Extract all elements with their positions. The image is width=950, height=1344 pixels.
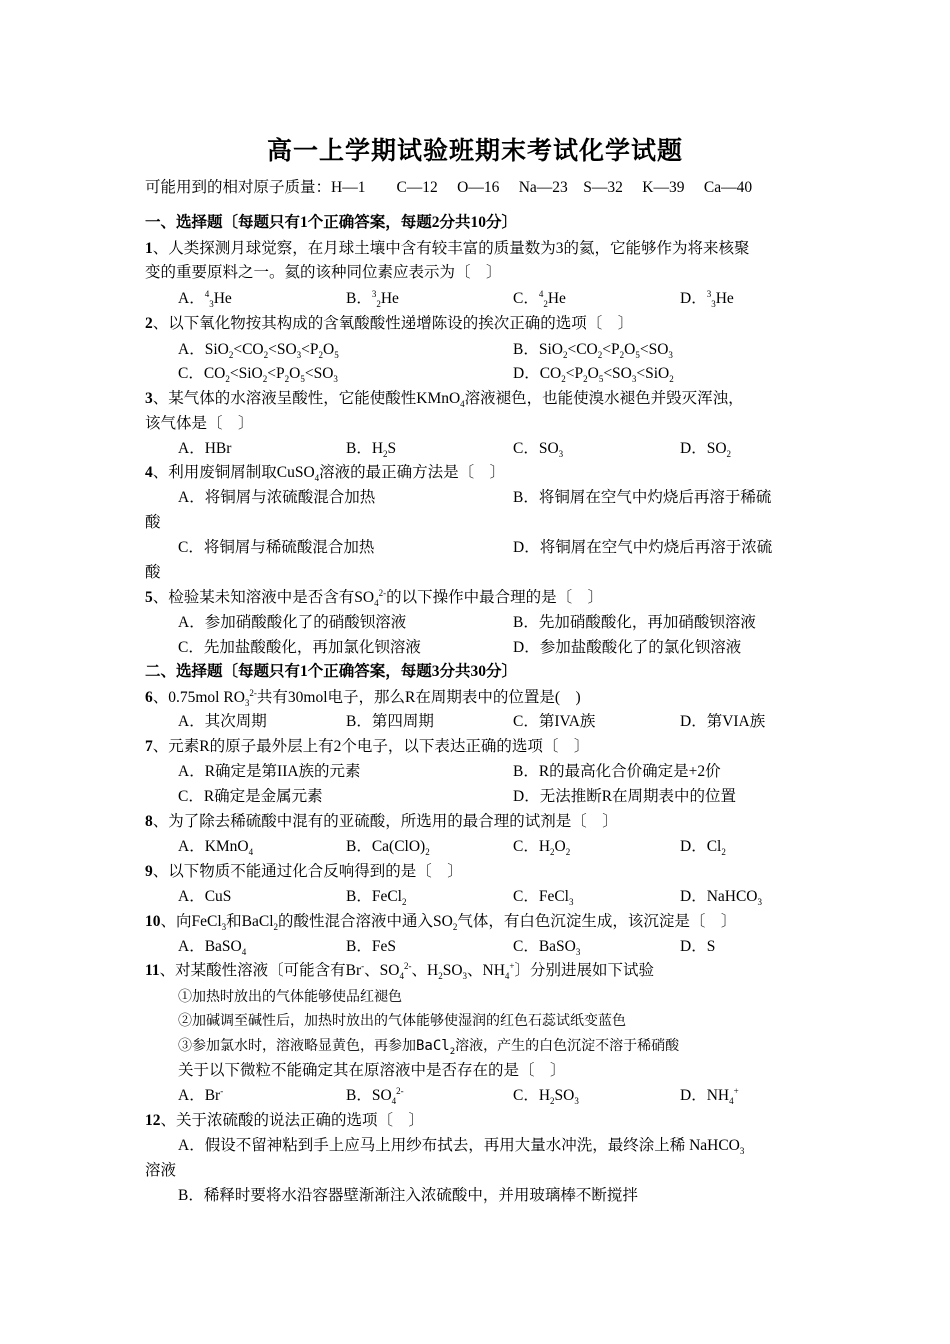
q2-option-b: B．$SiO_2<CO_2<P_2O_5<SO_3$ <box>513 341 673 361</box>
question-2-stem: 2、以下氧化物按其构成的含氧酸酸性递增陈设的挨次正确的选项〔 〕 <box>145 315 634 332</box>
q1-option-a: A．$^4_3$He <box>178 288 232 310</box>
q3-option-d: D．$SO_2$ <box>680 440 732 460</box>
q4-option-a: A．将铜屑与浓硫酸混合加热 <box>178 489 376 506</box>
section-heading-2: 二、选择题〔每题只有1个正确答案，每题3分共30分〕 <box>145 663 518 680</box>
q10-option-b: B．FeS <box>346 938 396 955</box>
q3-option-a: A．HBr <box>178 440 232 457</box>
q11-option-c: C．$H_2SO_3$ <box>513 1087 579 1107</box>
q8-option-b: B．$Ca(ClO)_2$ <box>346 838 430 858</box>
q6-option-b: B．第四周期 <box>346 713 434 730</box>
q2-option-c: C．$CO_2<SiO_2<P_2O_5<SO_3$ <box>178 365 338 385</box>
q2-option-a: A．$SiO_2<CO_2<SO_3<P_2O_5$ <box>178 341 339 361</box>
q5-option-a: A．参加硝酸酸化了的硝酸钡溶液 <box>178 614 407 631</box>
q5-option-d: D．参加盐酸酸化了的氯化钡溶液 <box>513 639 742 656</box>
question-12-stem: 12、关于浓硫酸的说法正确的选项〔 〕 <box>145 1112 425 1129</box>
q11-step-2: ②加碱调至碱性后，加热时放出的气体能够使湿润的红色石蕊试纸变蓝色 <box>178 1013 626 1029</box>
section-heading-1: 一、选择题〔每题只有1个正确答案，每题2分共10分〕 <box>145 214 518 231</box>
q9-option-d: D．NaHCO$_3$ <box>680 888 762 908</box>
q3-option-b: B．$H_2S$ <box>346 440 397 460</box>
q5-option-b: B．先加硝酸酸化，再加硝酸钡溶液 <box>513 614 756 631</box>
q6-option-c: C．第IVA族 <box>513 713 596 730</box>
q12-option-a-cont: 溶液 <box>145 1162 177 1179</box>
question-7-stem: 7、元素R的原子最外层上有2个电子，以下表达正确的选项〔 〕 <box>145 738 590 755</box>
question-1-stem-cont: 变的重要原料之一。氦的该种同位素应表示为〔 〕 <box>145 264 502 281</box>
q3-option-c: C．$SO_3$ <box>513 440 564 460</box>
question-1-stem: 1、人类探测月球觉察，在月球土壤中含有较丰富的质量数为3的氦，它能够作为将来核聚 <box>145 240 750 257</box>
q11-option-d: D．$NH_4^+$ <box>680 1085 739 1107</box>
q4-option-d-cont: 酸 <box>145 564 161 581</box>
q7-option-a: A．R确定是第IIA族的元素 <box>178 763 361 780</box>
q12-option-b: B．稀释时要将水沿容器壁渐渐注入浓硫酸中，并用玻璃棒不断搅拌 <box>178 1187 638 1204</box>
q10-option-a: A．BaSO$_4$ <box>178 938 247 958</box>
q4-option-b: B．将铜屑在空气中灼烧后再溶于稀硫 <box>513 489 772 506</box>
q1-option-d: D．$^3_3$He <box>680 288 734 310</box>
q12-option-a: A．假设不留神粘到手上应马上用纱布拭去，再用大量水冲洗，最终涂上稀 NaHCO$_3$ <box>178 1137 745 1157</box>
q11-step-3: ③参加氯水时，溶液略显黄色，再参加BaCl$_2$溶液，产生的白色沉淀不溶于稀硝酸 <box>178 1038 680 1057</box>
q11-question: 关于以下微粒不能确定其在原溶液中是否存在的是〔 〕 <box>178 1062 566 1079</box>
q2-option-d: D．$CO_2<P_2O_5<SO_3<SiO_2$ <box>513 365 674 385</box>
q10-option-d: D．S <box>680 938 716 955</box>
page-title: 高一上学期试验班期末考试化学试题 <box>266 138 683 165</box>
q7-option-b: B．R的最高化合价确定是+2价 <box>513 763 721 780</box>
q11-option-a: A．Br- <box>178 1085 224 1104</box>
question-3-stem-cont: 该气体是〔 〕 <box>145 415 254 432</box>
question-5-stem: 5、检验某未知溶液中是否含有$SO_4^{2-}$的以下操作中最合理的是〔 〕 <box>145 587 604 609</box>
q4-option-c: C．将铜屑与稀硫酸混合加热 <box>178 539 375 556</box>
q7-option-d: D．无法推断R在周期表中的位置 <box>513 788 737 805</box>
question-8-stem: 8、为了除去稀硫酸中混有的亚硫酸，所选用的最合理的试剂是〔 〕 <box>145 813 618 830</box>
q1-option-b: B．$^3_2$He <box>346 288 399 310</box>
q5-option-c: C．先加盐酸酸化，再加氯化钡溶液 <box>178 639 421 656</box>
q6-option-d: D．第VIA族 <box>680 713 766 730</box>
q4-option-d: D．将铜屑在空气中灼烧后再溶于浓硫 <box>513 539 773 556</box>
q8-option-a: A．KMnO$_4$ <box>178 838 254 858</box>
q6-option-a: A．其次周期 <box>178 713 267 730</box>
question-number: 1 <box>145 240 153 257</box>
question-11-stem: 11、对某酸性溶液〔可能含有Br-、$SO_4^{2-}$、$H_2SO_3$、$NH_4^+$〕分别进展如下试验 <box>145 960 655 982</box>
question-9-stem: 9、以下物质不能通过化合反响得到的是〔 〕 <box>145 863 463 880</box>
q8-option-c: C．$H_2O_2$ <box>513 838 571 858</box>
q11-option-b: B．$SO_4^{2-}$ <box>346 1085 404 1107</box>
atomic-masses: 可能用到的相对原子质量：H—1 C—12 O—16 Na—23 S—32 K—39 Ca—40 <box>145 179 753 196</box>
q9-option-b: B．FeCl$_2$ <box>346 888 407 908</box>
q11-step-1: ①加热时放出的气体能够使品红褪色 <box>178 989 402 1005</box>
q4-option-b-cont: 酸 <box>145 514 161 531</box>
q10-option-c: C．BaSO$_3$ <box>513 938 581 958</box>
q1-option-c: C．$^4_2$He <box>513 288 566 310</box>
question-3-stem: 3、某气体的水溶液呈酸性，它能使酸性KMnO$_4$溶液褪色，也能使溴水褪色并毁灭浑浊， <box>145 390 744 410</box>
question-4-stem: 4、利用废铜屑制取CuSO$_4$溶液的最正确方法是〔 〕 <box>145 464 506 484</box>
question-10-stem: 10、向FeCl$_3$和BaCl$_2$的酸性混合溶液中通入$SO_2$气体，有白色沉淀生成，该沉淀是〔 〕 <box>145 913 737 933</box>
q9-option-a: A．CuS <box>178 888 232 905</box>
q9-option-c: C．FeCl$_3$ <box>513 888 574 908</box>
q7-option-c: C．R确定是金属元素 <box>178 788 323 805</box>
question-6-stem: 6、0.75mol $RO_3^{2-}$共有30mol电子，那么R在周期表中的位置是( ) <box>145 687 581 709</box>
q8-option-d: D．$Cl_2$ <box>680 838 726 858</box>
